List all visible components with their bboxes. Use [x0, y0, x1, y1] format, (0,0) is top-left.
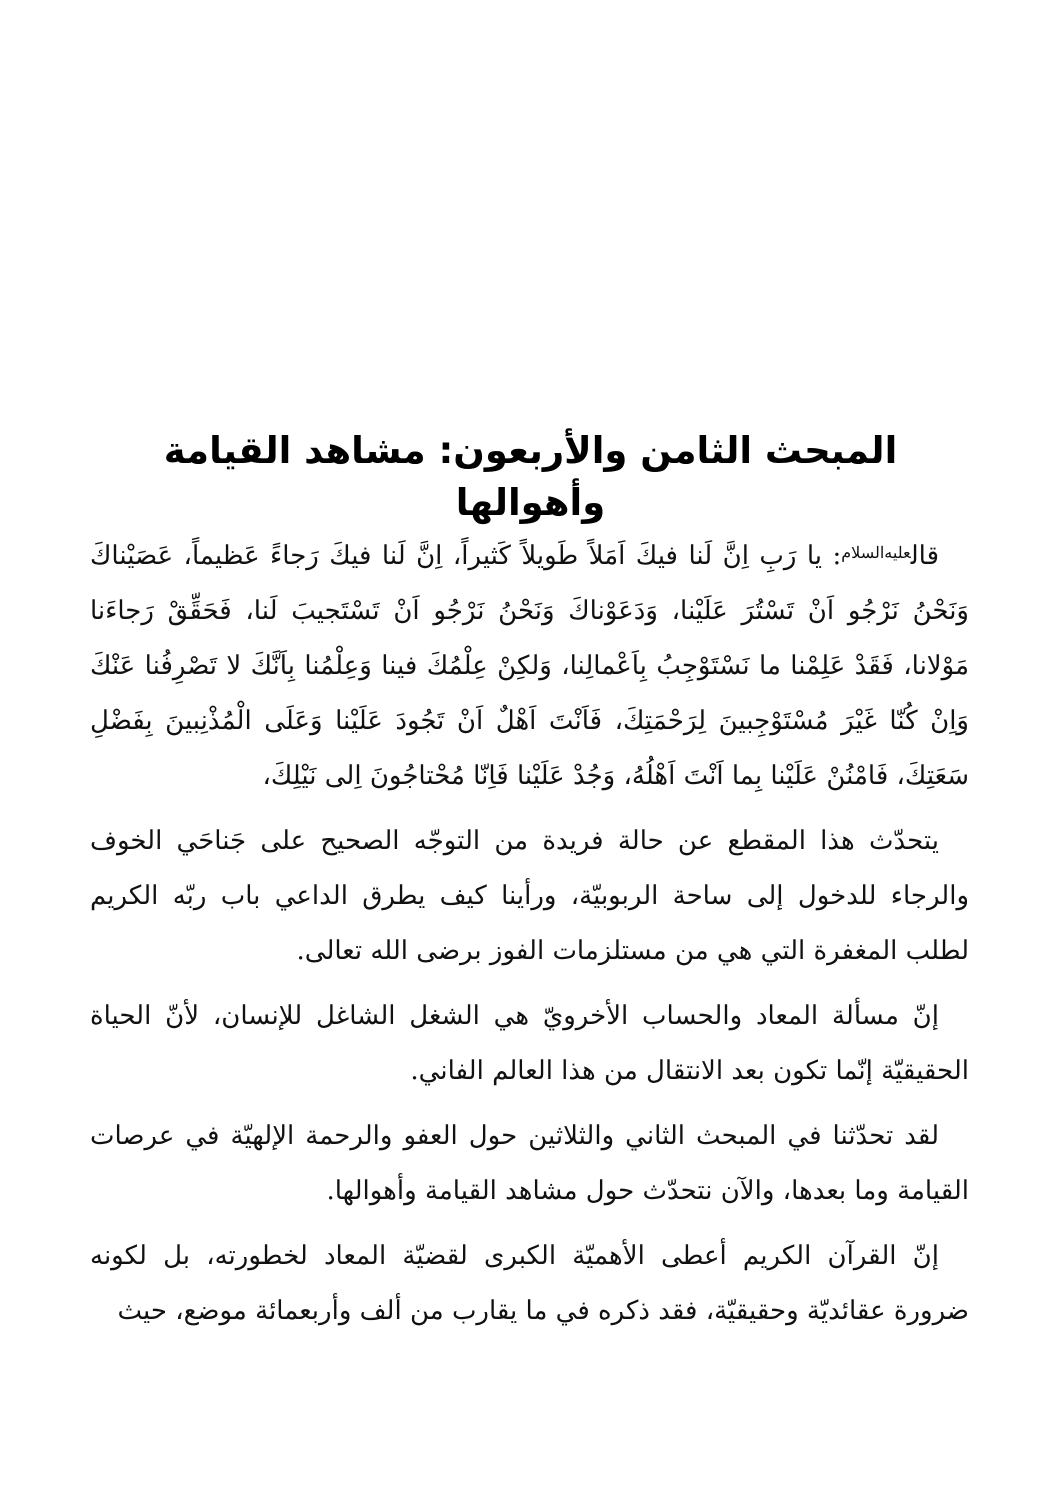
- paragraph-2: إنّ مسألة المعاد والحساب الأخرويّ هي الشغل الشاغل للإنسان، لأنّ الحياة الحقيقيّة إنّما تكون بعد الانتقال من هذا العالم الفاني.: [90, 1001, 969, 1086]
- quote-intro: قال: [910, 541, 939, 571]
- quote-text: : يا رَبِ اِنَّ لَنا فيكَ اَمَلاً طَويلاً كَثيراً، اِنَّ لَنا فيكَ رَجاءً عَظيماً، عَصَيْناكَ وَنَحْنُ نَرْجُو اَنْ تَسْتُرَ عَلَيْنا، وَدَعَوْناكَ وَنَحْنُ نَرْجُو اَنْ تَسْتَجيبَ لَنا، فَحَقِّقْ رَجاءَنا مَوْلانا، فَقَدْ عَلِمْنا ما نَسْتَوْجِبُ بِاَعْمالِنا، وَلكِنْ عِلْمُكَ فينا وَعِلْمُنا بِاَنَّكَ لا تَصْرِفُنا عَنْكَ وَاِنْ كُنّا غَيْرَ مُسْتَوْجِبينَ لِرَحْمَتِكَ، فَاَنْتَ اَهْلٌ اَنْ تَجُودَ عَلَيْنا وَعَلَى الْمُذْنِبينَ بِفَضْلِ سَعَتِكَ، فَامْنُنْ عَلَيْنا بِما اَنْتَ اَهْلُهُ، وَجُدْ عَلَيْنا فَاِنّا مُحْتاجُونَ اِلى نَيْلِكَ،: [90, 541, 969, 791]
- body-text: [90, 525, 969, 1349]
- paragraph-1: يتحدّث هذا المقطع عن حالة فريدة من التوجّه الصحيح على جَناحَي الخوف والرجاء للدخول إلى ساحة الربوبيّة، ورأينا كيف يطرق الداعي باب ربّه الكريم لطلب المغفرة التي هي من مستلزمات الفوز برضى الله تعالى.: [90, 826, 969, 966]
- paragraph-3: لقد تحدّثنا في المبحث الثاني والثلاثين حول العفو والرحمة الإلهيّة في عرصات القيامة وما بعدها، والآن نتحدّث حول مشاهد القيامة وأهوالها.: [90, 1121, 969, 1206]
- supplication-quote: [90, 525, 969, 804]
- paragraph-4: إنّ القرآن الكريم أعطى الأهميّة الكبرى لقضيّة المعاد لخطورته، بل لكونه ضرورة عقائديّة وحقيقيّة، فقد ذكره في ما يقارب من ألف وأربعمائة موضع، حيث: [90, 1241, 969, 1326]
- chapter-title: المبحث الثامن والأربعون: مشاهد القيامة وأهوالها: [163, 429, 898, 524]
- honorific-mark: عليه‌السلام: [841, 543, 911, 562]
